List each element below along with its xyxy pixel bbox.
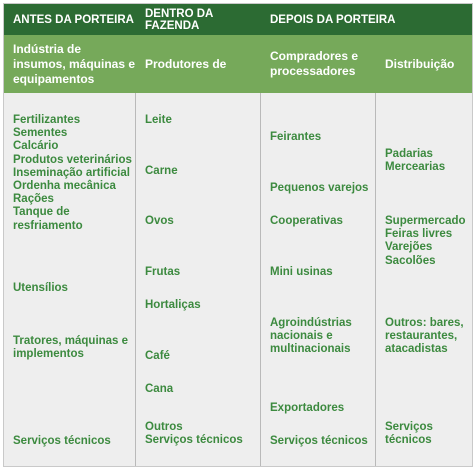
list-item: Fertilizantes Sementes Calcário Produtos veterinários Inseminação artificial Ordenha mecânica Rações Tanque de resfriamento [13,114,132,232]
column-antes-da-porteira [4,93,136,466]
list-item: Exportadores [270,402,345,414]
list-item: Supermercado Feiras livres Varejões Sacolões [385,215,466,267]
list-item: Serviços técnicos [270,435,368,447]
header-dentro-da-fazenda [136,4,261,35]
list-item: Serviços técnicos [385,421,433,447]
subheader-industria [4,35,136,93]
list-item: Feirantes [270,131,322,143]
list-item: Carne [145,165,178,177]
list-item: Café [145,350,170,362]
subheader-distribuicao [376,35,472,93]
list-item: Pequenos varejos [270,182,369,194]
list-item: Ovos [145,215,174,227]
list-item: Cooperativas [270,215,343,227]
column-dentro-da-fazenda [136,93,261,466]
header-label: DENTRO DA FAZENDA [145,7,213,32]
subheader-label: Produtores de [145,56,227,71]
subheader-produtores [136,35,261,93]
list-item: Utensílios [13,282,68,294]
header-depois-da-porteira [261,4,472,35]
list-item: Mini usinas [270,266,333,278]
header-label: ANTES DA PORTEIRA [13,13,134,26]
header-antes-da-porteira [4,4,136,35]
subheader-label: Distribuição [385,56,455,71]
list-item: Outros Serviços técnicos [145,421,243,447]
header-label: DEPOIS DA PORTEIRA [270,13,396,26]
subheader-label: Compradores e processadores [270,49,359,78]
subheader-compradores [261,35,376,93]
column-compradores [261,93,376,466]
list-item: Tratores, máquinas e implementos [13,335,129,361]
list-item: Outros: bares, restaurantes, atacadistas [385,317,464,356]
list-item: Agroindústrias nacionais e multinacionais [270,317,352,356]
list-item: Hortaliças [145,299,201,311]
list-item: Padarias Mercearias [385,148,446,174]
list-item: Frutas [145,266,181,278]
list-item: Leite [145,114,172,126]
list-item: Serviços técnicos [13,435,111,447]
column-distribuicao [376,93,472,466]
subheader-label: Indústria de insumos, máquinas e equipamentos [13,41,136,86]
agribusiness-table [3,3,473,467]
list-item: Cana [145,383,174,395]
